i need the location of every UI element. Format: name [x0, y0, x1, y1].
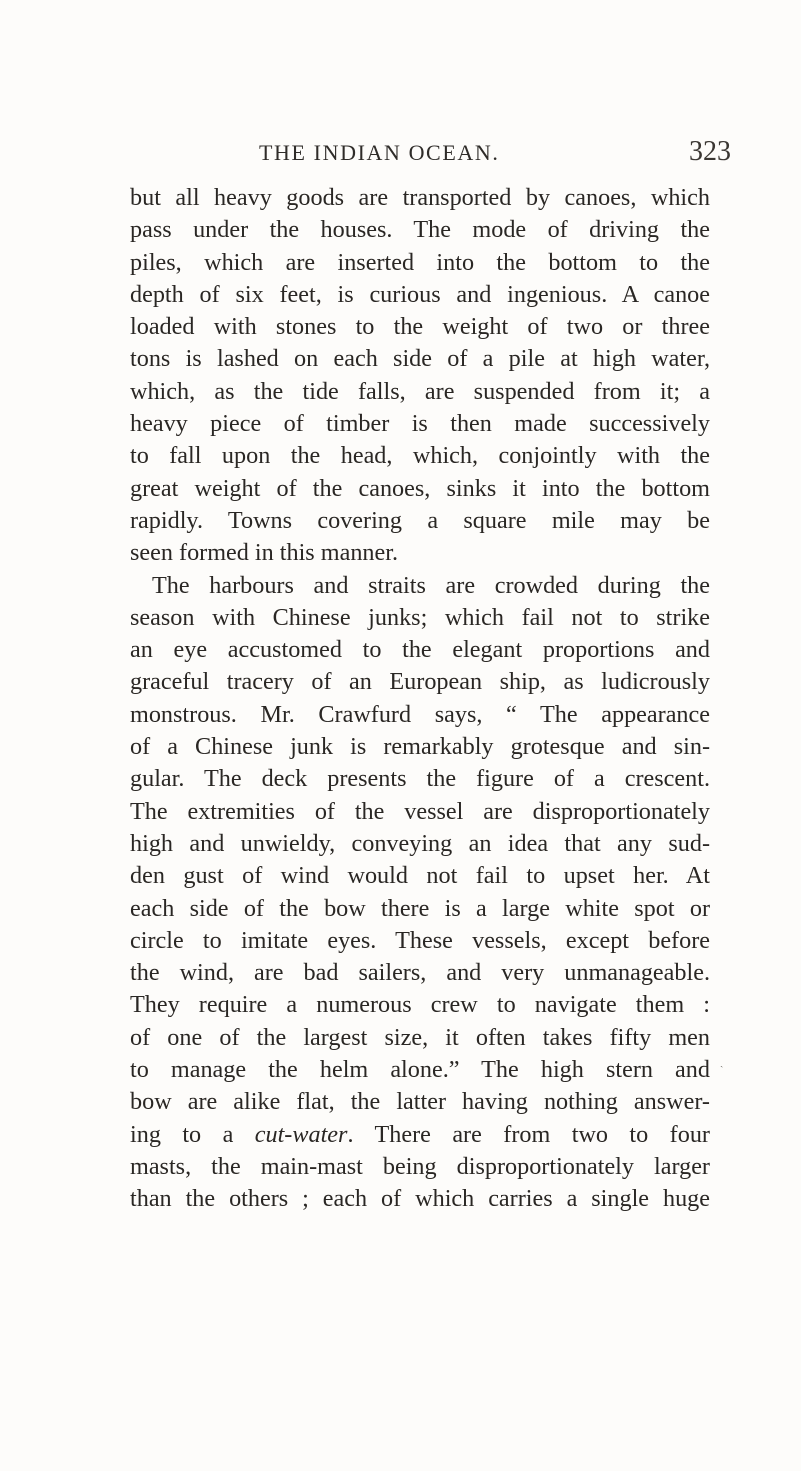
text-line: to fall upon the head, which, conjointly with the [130, 442, 710, 470]
text-line: The harbours and straits are crowded during the [152, 571, 710, 599]
text-line: circle to imitate eyes. These vessels, except before [130, 926, 710, 954]
text-line: seen formed in this manner. [130, 539, 399, 567]
text-line: of a Chinese junk is remarkably grotesque and sin- [130, 733, 710, 761]
text-line: pass under the houses. The mode of driving the [130, 216, 710, 244]
text-line: The extremities of the vessel are disproportionately [130, 797, 710, 825]
text-line: than the others ; each of which carries a single huge [130, 1185, 710, 1213]
text-line: den gust of wind would not fail to upset her. At [130, 862, 710, 890]
text-segment: . There are from two to four [347, 1120, 710, 1148]
italic-term: cut-water [254, 1120, 348, 1148]
text-line: the wind, are bad sailers, and very unmanageable. [130, 959, 710, 987]
text-line: which, as the tide falls, are suspended from it; a [130, 377, 710, 405]
text-line: to manage the helm alone.” The high stern and [130, 1056, 710, 1084]
text-line: an eye accustomed to the elegant proportions and [130, 636, 710, 664]
text-line: rapidly. Towns covering a square mile may be [130, 506, 710, 534]
text-line: piles, which are inserted into the bottom to the [130, 248, 710, 276]
text-line: They require a numerous crew to navigate them : [130, 991, 710, 1019]
text-line: masts, the main-mast being disproportionately larger [130, 1152, 710, 1180]
text-line: but all heavy goods are transported by canoes, which [130, 184, 710, 211]
text-line-with-italic [130, 1119, 710, 1151]
text-segment: ing to a [130, 1120, 255, 1148]
text-line: each side of the bow there is a large white spot or [130, 894, 710, 922]
text-line: gular. The deck presents the figure of a crescent. [130, 765, 710, 793]
text-line: high and unwieldy, conveying an idea that any sud- [130, 829, 710, 857]
text-line: of one of the largest size, it often takes fifty men [130, 1023, 710, 1051]
text-line: heavy piece of timber is then made successively [130, 410, 710, 438]
text-line: loaded with stones to the weight of two or three [130, 313, 710, 341]
running-title: THE INDIAN OCEAN. [259, 140, 500, 165]
body-text [130, 182, 710, 1216]
running-head [0, 136, 801, 176]
text-line: graceful tracery of an European ship, as ludicrously [130, 668, 710, 696]
print-speck: ˏ [720, 1057, 724, 1068]
text-line: monstrous. Mr. Crawfurd says, “ The appearance [130, 700, 710, 728]
page-number: 323 [689, 136, 731, 167]
text-line: bow are alike flat, the latter having nothing answer- [130, 1088, 710, 1116]
text-line: season with Chinese junks; which fail not to strike [130, 603, 710, 631]
text-line: depth of six feet, is curious and ingenious. A canoe [130, 280, 710, 308]
text-line: tons is lashed on each side of a pile at high water, [130, 345, 710, 373]
text-line: great weight of the canoes, sinks it into the bottom [130, 474, 710, 502]
